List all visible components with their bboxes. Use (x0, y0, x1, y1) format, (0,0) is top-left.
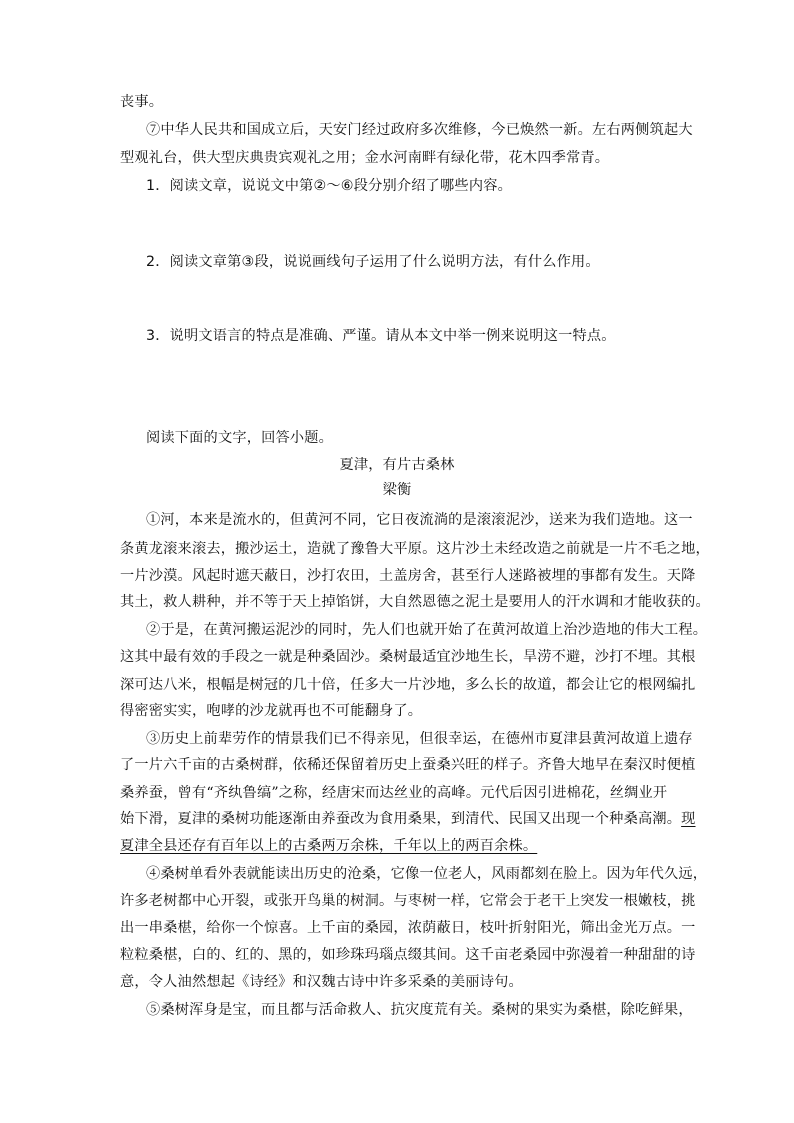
paragraph-line: 得密密实实，咆哮的沙龙就再也不可能翻身了。 (120, 703, 423, 719)
paragraph-line: 意，令人油然想起《诗经》和汉魏古诗中许多采桑的美丽诗句。 (120, 974, 523, 990)
paragraph-line: ⑤桑树浑身是宝，而且都与活命救人、抗灾度荒有关。桑树的果实为桑椹，除吃鲜果， (146, 1002, 693, 1018)
paragraph-line: 桑养蚕，曾有“齐纨鲁缟”之称，经唐宋而达丝业的高峰。元代后因引进棉花，丝绸业开 (120, 785, 668, 801)
paragraph-line: 这其中最有效的手段之一就是种桑固沙。桑树最适宜沙地生长，旱涝不避，沙打不埋。其根 (120, 649, 696, 665)
paragraph-line (120, 836, 680, 856)
paragraph-line: ①河，本来是流水的，但黄河不同，它日夜流淌的是滚滚泥沙，送来为我们造地。这一 (146, 512, 693, 528)
underlined-sentence: 夏津全县还存有百年以上的古桑两万余株，千年以上的两百余株。 (120, 838, 538, 854)
question-3: 3．说明文语言的特点是准确、严谨。请从本文中举一例来说明这一特点。 (146, 328, 616, 344)
article-title: 夏津，有片古桑林 (339, 457, 455, 473)
paragraph-text: 始下滑，夏津的桑树功能逐渐由养蚕改为食用桑果，到清代、民国又出现一个种桑高潮。 (120, 811, 682, 827)
paragraph-line: ③历史上前辈劳作的情景我们已不得亲见，但很幸运，在德州市夏津县黄河故道上遗存 (146, 731, 693, 747)
paragraph-line: ②于是，在黄河搬运泥沙的同时，先人们也就开始了在黄河故道上治沙造地的伟大工程。 (146, 622, 708, 638)
paragraph-line: ④桑树单看外表就能读出历史的沧桑，它像一位老人，风雨都刻在脸上。因为年代久远， (146, 866, 708, 882)
text-line: 型观礼台，供大型庆典贵宾观礼之用；金水河南畔有绿化带，花木四季常青。 (120, 150, 610, 166)
paragraph-line: 粒粒桑椹，白的、红的、黑的，如珍珠玛瑙点缀其间。这千亩老桑园中弥漫着一种甜甜的诗 (120, 947, 696, 963)
text-line: ⑦中华人民共和国成立后，天安门经过政府多次维修，今已焕然一新。左右两侧筑起大 (146, 122, 693, 138)
article-author: 梁衡 (382, 482, 412, 498)
paragraph-line: 许多老树都中心开裂，或张开鸟巢的树洞。与枣树一样，它常会于老干上突发一根嫩枝，挑 (120, 893, 696, 909)
underlined-start: 现 (681, 811, 696, 827)
paragraph-line: 出一串桑椹，给你一个惊喜。上千亩的桑园，浓荫蔽日，枝叶折射阳光，筛出金光万点。一 (120, 920, 696, 936)
paragraph-line (120, 809, 696, 829)
paragraph-line: 其土，救人耕种，并不等于天上掉馅饼，大自然恩德之泥土是要用人的汗水调和才能收获的。 (120, 594, 710, 610)
paragraph-line: 深可达八米，根幅是树冠的几十倍，任多大一片沙地，多么长的故道，都会让它的根网编扎 (120, 677, 696, 693)
reading-instruction: 阅读下面的文字，回答小题。 (146, 430, 334, 446)
paragraph-line: 条黄龙滚来滚去，搬沙运土，造就了豫鲁大平原。这片沙土未经改造之前就是一片不毛之地， (120, 541, 710, 557)
text-line: 丧事。 (120, 94, 164, 110)
question-2: 2．阅读文章第③段，说说画线句子运用了什么说明方法，有什么作用。 (146, 254, 600, 270)
paragraph-line: 一片沙漠。风起时遮天蔽日，沙打农田，土盖房舍，甚至行人迷路被埋的事都有发生。天降 (120, 568, 696, 584)
question-1: 1．阅读文章，说说文中第②～⑥段分别介绍了哪些内容。 (146, 178, 512, 194)
paragraph-line: 了一片六千亩的古桑树群，依稀还保留着历史上蚕桑兴旺的样子。齐鲁大地早在秦汉时便植 (120, 757, 696, 773)
